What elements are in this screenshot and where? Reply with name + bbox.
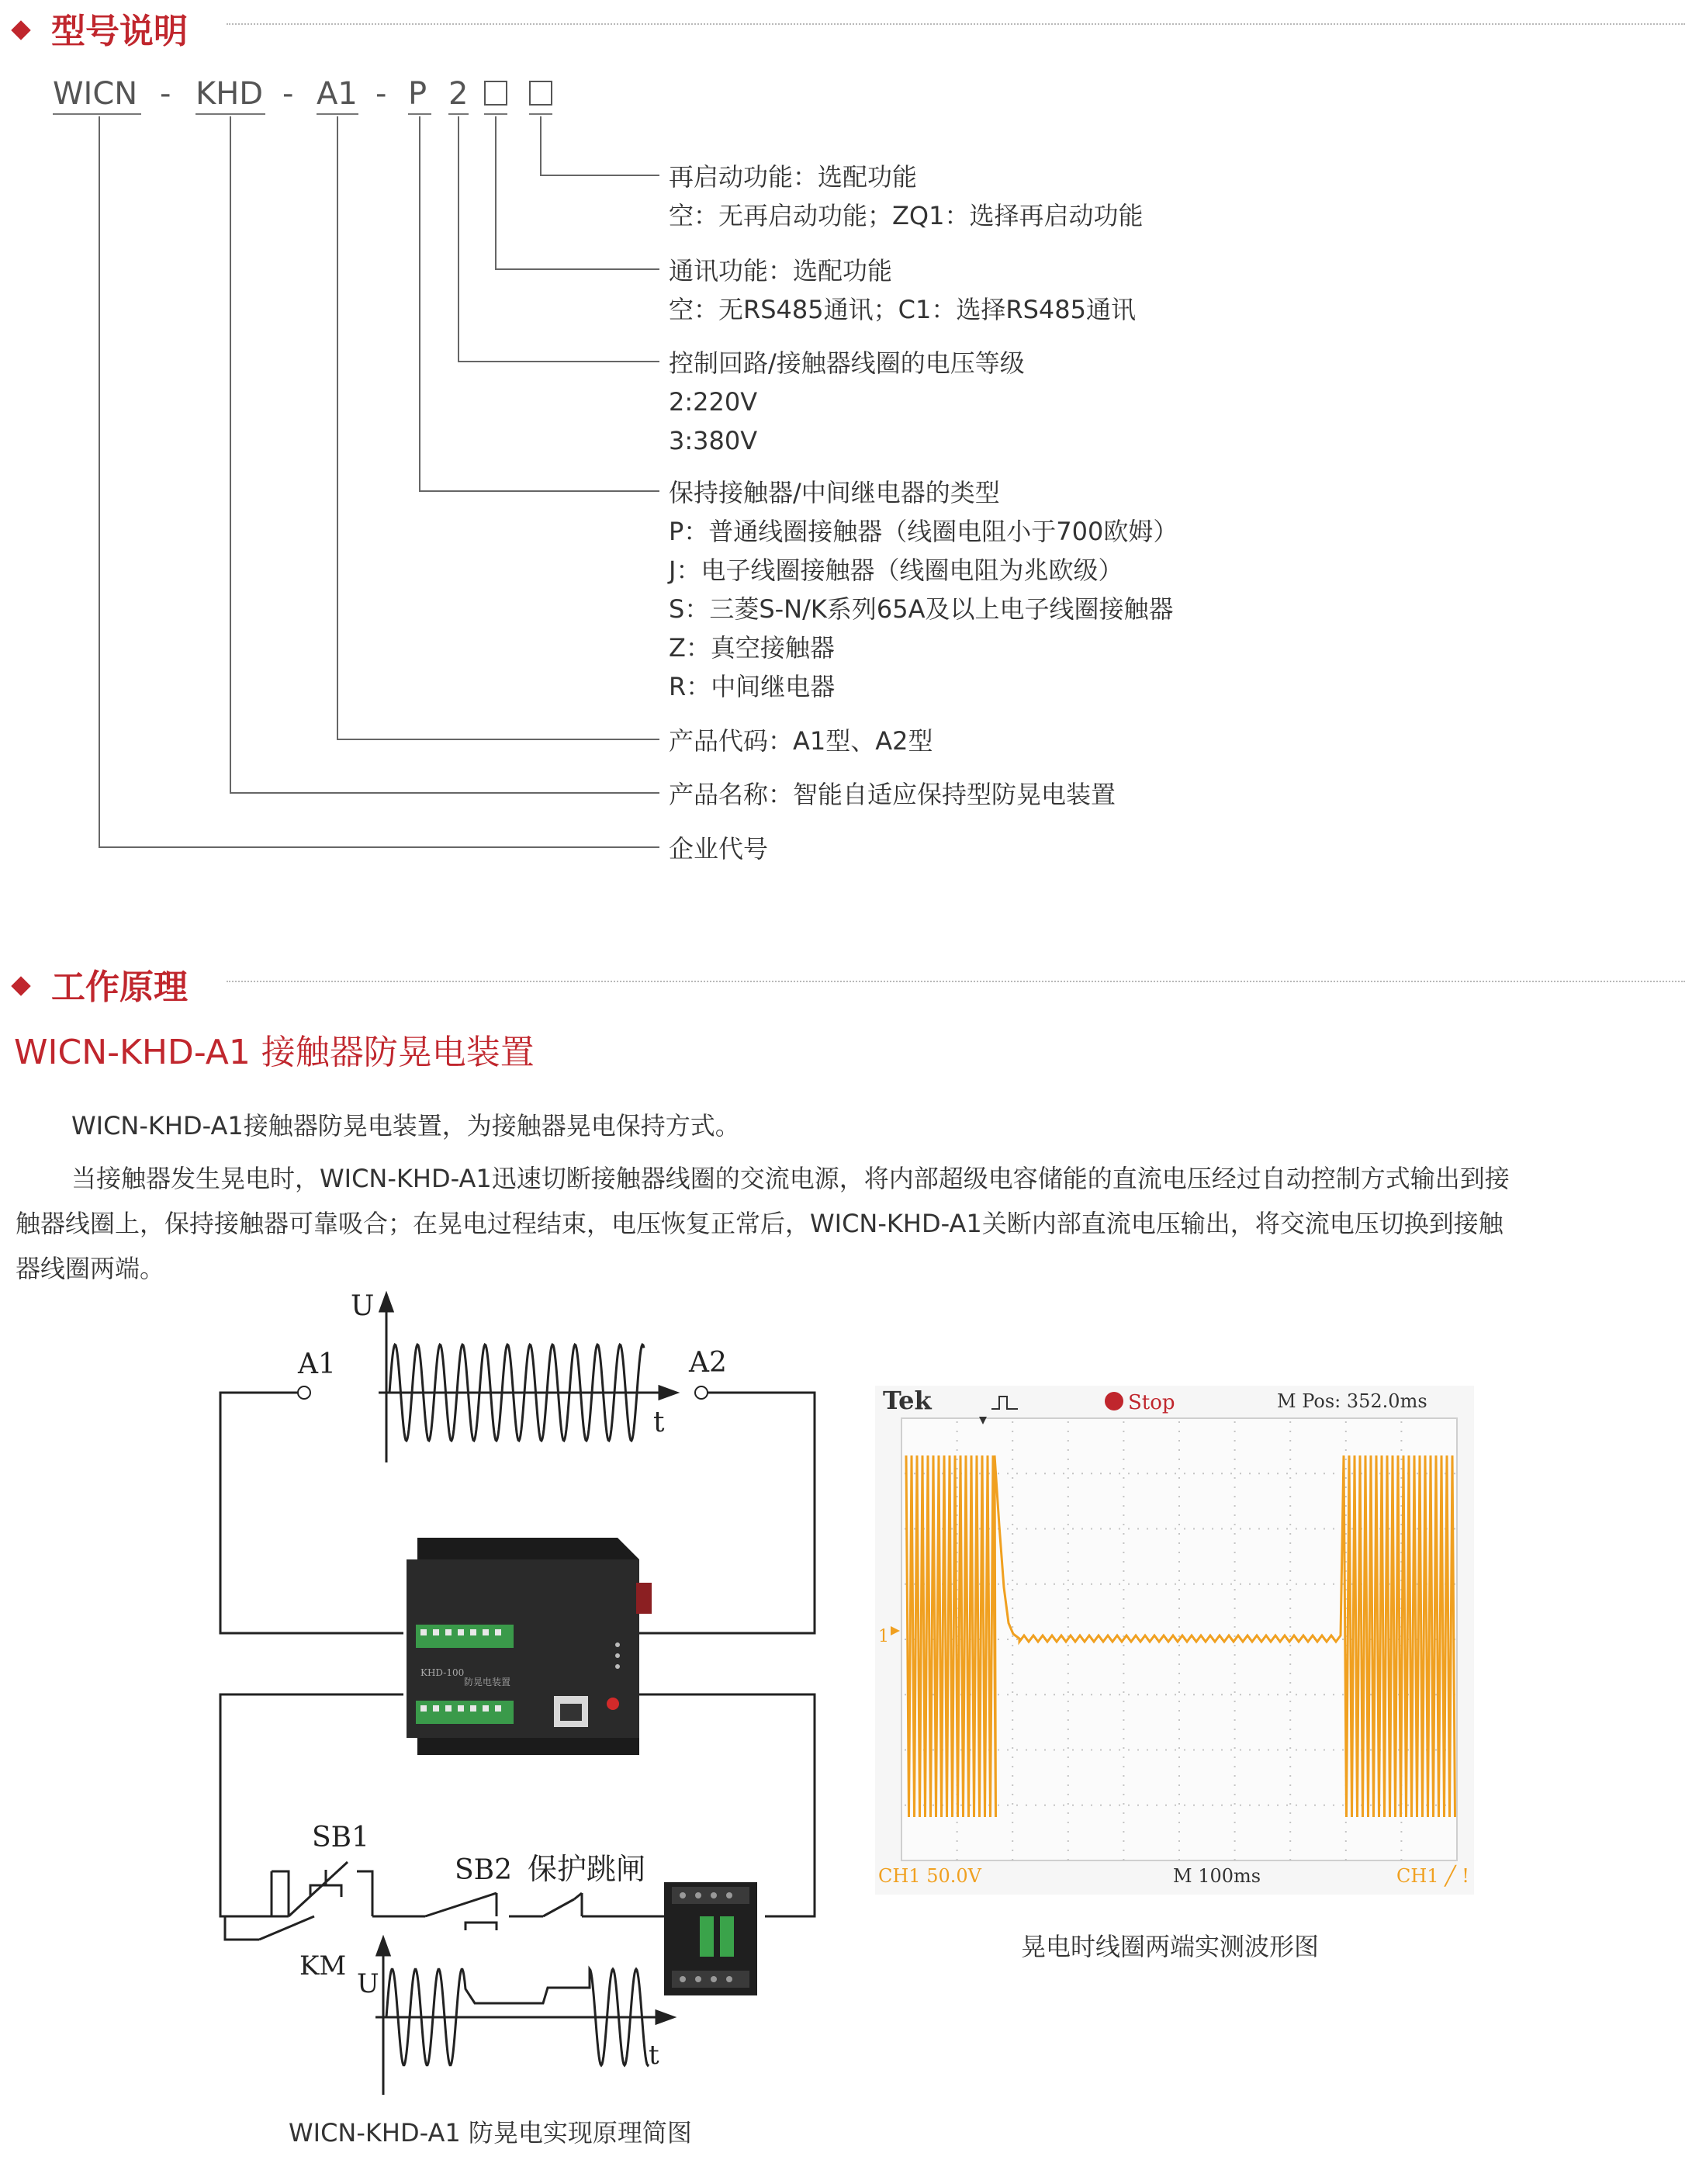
diamond-bullet-icon bbox=[11, 976, 30, 995]
option-line: R：中间继电器 bbox=[669, 672, 836, 701]
option-contactor-type bbox=[669, 473, 1178, 706]
option-line: J：电子线圈接触器（线圈电阻为兆欧级） bbox=[669, 556, 1123, 585]
scope-caption: 晃电时线圈两端实测波形图 bbox=[1021, 1932, 1320, 1961]
switch-label-sb1: SB1 bbox=[312, 1822, 370, 1853]
dotted-divider bbox=[227, 981, 1685, 982]
scope-trigger-info: CH1 ╱ ! bbox=[1396, 1865, 1469, 1887]
option-line: 空：无再启动功能；ZQ1：选择再启动功能 bbox=[669, 201, 1144, 230]
section-title-text: 工作原理 bbox=[51, 967, 188, 1007]
option-company-code bbox=[669, 829, 768, 868]
trip-contact bbox=[543, 1893, 582, 1916]
option-line: 通讯功能：选配功能 bbox=[669, 256, 893, 286]
khd-device bbox=[407, 1538, 652, 1755]
sb1-switch bbox=[272, 1862, 372, 1916]
option-product-name bbox=[669, 775, 1116, 814]
option-line: S：三菱S-N/K系列65A及以上电子线圈接触器 bbox=[669, 594, 1174, 624]
paragraph: 器线圈两端。 bbox=[16, 1254, 165, 1283]
scope-status: Stop bbox=[1128, 1391, 1175, 1414]
option-comm bbox=[669, 251, 1136, 329]
option-line: P：普通线圈接触器（线圈电阻小于700欧姆） bbox=[669, 517, 1178, 546]
section-title-text: 型号说明 bbox=[51, 12, 188, 51]
model-part-code: A1 bbox=[317, 76, 358, 112]
section-title-principle bbox=[14, 959, 188, 1009]
option-restart bbox=[669, 157, 1143, 235]
option-line: 2:220V bbox=[669, 387, 758, 417]
option-line: 保持接触器/中间继电器的类型 bbox=[669, 478, 1000, 507]
device-model-label: KHD-100 bbox=[420, 1667, 465, 1678]
option-line: 再启动功能：选配功能 bbox=[669, 162, 918, 192]
option-line: 空：无RS485通讯；C1：选择RS485通讯 bbox=[669, 295, 1136, 324]
model-part-name: KHD bbox=[196, 76, 264, 112]
device-name-label: 防晃电装置 bbox=[464, 1677, 511, 1687]
option-line: 产品名称：智能自适应保持型防晃电装置 bbox=[669, 780, 1116, 809]
switch-label-sb2: SB2 bbox=[455, 1854, 513, 1886]
terminal-a1 bbox=[298, 1386, 310, 1399]
contact-label-km: KM bbox=[299, 1950, 347, 1982]
model-part-company: WICN bbox=[53, 76, 138, 112]
sb2-switch bbox=[425, 1893, 497, 1930]
scope-brand: Tek bbox=[883, 1386, 932, 1415]
scope-ch1-scale: CH1 50.0V bbox=[878, 1865, 981, 1887]
stop-indicator-icon bbox=[1105, 1392, 1123, 1410]
model-dash: - bbox=[282, 76, 294, 112]
terminal-label-a2: A2 bbox=[689, 1347, 727, 1379]
oscilloscope-screenshot bbox=[875, 1386, 1474, 1895]
ch1-marker: 1 bbox=[878, 1627, 889, 1646]
option-line: 控制回路/接触器线圈的电压等级 bbox=[669, 348, 1025, 378]
terminal-a2 bbox=[695, 1386, 708, 1399]
option-product-code bbox=[669, 722, 933, 760]
model-part-type: P bbox=[408, 76, 427, 112]
axis-label-u: U bbox=[351, 1290, 375, 1322]
option-line: 3:380V bbox=[669, 426, 758, 455]
paragraph: WICN-KHD-A1接触器防晃电装置，为接触器晃电保持方式。 bbox=[71, 1111, 740, 1140]
axis-label-u: U bbox=[357, 1968, 379, 1999]
option-voltage bbox=[669, 344, 1025, 460]
model-dash: - bbox=[375, 76, 387, 112]
principle-diagram bbox=[0, 1272, 853, 2141]
option-line: 产品代码：A1型、A2型 bbox=[669, 726, 933, 756]
contactor-image bbox=[664, 1882, 757, 1995]
diagram-caption: WICN-KHD-A1 防晃电实现原理简图 bbox=[289, 2118, 692, 2148]
option-line: 企业代号 bbox=[669, 834, 769, 864]
km-contact bbox=[259, 1916, 314, 1940]
model-dash: - bbox=[160, 76, 171, 112]
terminal-label-a1: A1 bbox=[298, 1348, 336, 1380]
paragraph: 当接触器发生晃电时，WICN-KHD-A1迅速切断接触器线圈的交流电源，将内部超级电容储能的直流电压经过自动控制方式输出到接 bbox=[71, 1164, 1510, 1193]
model-connector-lines bbox=[0, 0, 683, 853]
axis-label-t: t bbox=[653, 1407, 665, 1438]
trip-label: 保护跳闸 bbox=[528, 1852, 646, 1886]
model-part-voltage: 2 bbox=[448, 76, 469, 112]
option-line: Z：真空接触器 bbox=[669, 633, 835, 663]
device-subtitle: WICN-KHD-A1 接触器防晃电装置 bbox=[14, 1033, 535, 1072]
scope-timebase: M 100ms bbox=[1173, 1865, 1261, 1887]
scope-mpos: M Pos: 352.0ms bbox=[1277, 1390, 1427, 1412]
axis-label-t: t bbox=[649, 2040, 659, 2071]
paragraph: 触器线圈上，保持接触器可靠吸合；在晃电过程结束，电压恢复正常后，WICN-KHD-A1关断内部直流电压输出，将交流电压切换到接触 bbox=[16, 1209, 1503, 1238]
